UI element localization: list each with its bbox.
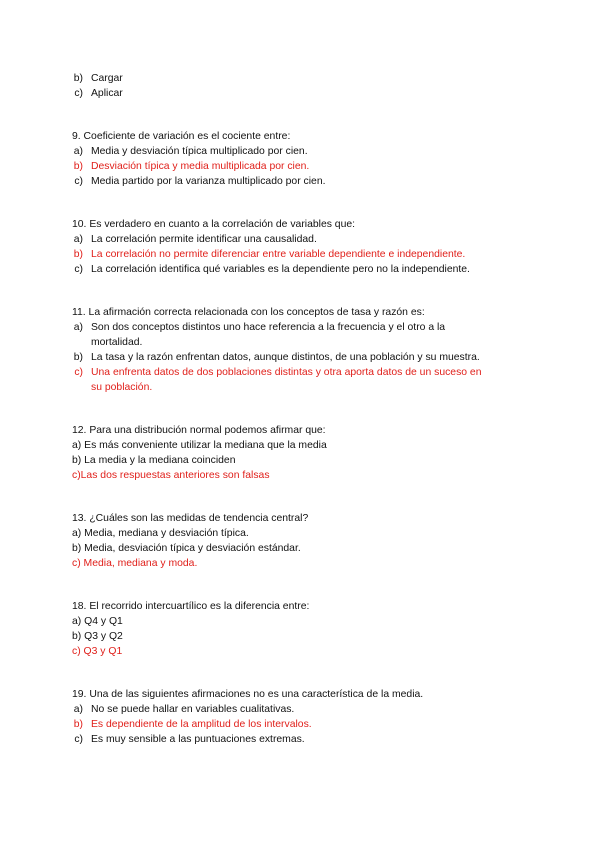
q9-option-a (65, 145, 308, 159)
option-marker: b) (72, 455, 82, 466)
option-marker: c) (74, 367, 83, 378)
option-text: Media, mediana y desviación típica. (84, 528, 249, 539)
option-text: Cargar (91, 73, 123, 84)
option-b (65, 72, 123, 86)
q18-option-c (72, 645, 122, 659)
option-marker: b) (73, 73, 83, 84)
option-marker: c) (74, 734, 83, 745)
q18-option-b (72, 630, 123, 644)
question-10-text: 10. Es verdadero en cuanto a la correlación de variables que: (72, 219, 356, 230)
q9-option-b (65, 160, 309, 174)
question-13-text: 13. ¿Cuáles son las medidas de tendencia central? (72, 513, 309, 524)
option-text: La media y la mediana coinciden (84, 455, 236, 466)
q18-option-a (72, 615, 123, 629)
q9-option-c (65, 175, 326, 189)
question-19-text: 19. Una de las siguientes afirmaciones no es una característica de la media. (72, 689, 424, 700)
option-marker: c) (72, 558, 81, 569)
option-text: La correlación no permite diferenciar entre variable dependiente e independiente. (91, 249, 466, 260)
option-text: Q3 y Q2 (84, 631, 123, 642)
option-text: Son dos conceptos distintos uno hace referencia a la frecuencia y el otro a la (91, 322, 446, 333)
option-marker: b) (73, 719, 83, 730)
q12-option-c (72, 469, 270, 483)
q11-option-a (65, 321, 445, 335)
option-text: La correlación permite identificar una causalidad. (91, 234, 317, 245)
option-text: Q3 y Q1 (83, 646, 123, 657)
q13-option-a (72, 527, 249, 541)
option-text: Aplicar (91, 88, 123, 99)
q13-option-b (72, 542, 301, 556)
question-9-text: 9. Coeficiente de variación es el cociente entre: (72, 131, 291, 142)
option-marker: a) (73, 146, 83, 157)
q19-option-c (65, 733, 305, 747)
option-marker: c) (72, 646, 81, 657)
option-text: Desviación típica y media multiplicada por cien. (91, 161, 310, 172)
option-text: Es muy sensible a las puntuaciones extremas. (91, 734, 305, 745)
q13-option-c (72, 557, 197, 571)
option-text: La correlación identifica qué variables es la dependiente pero no la independiente. (91, 264, 470, 275)
q11-option-a-continuation: mortalidad. (91, 337, 143, 348)
q10-option-a (65, 233, 317, 247)
option-marker: b) (72, 631, 82, 642)
option-text: Q4 y Q1 (84, 616, 123, 627)
option-marker: a) (73, 322, 83, 333)
option-text: Media, desviación típica y desviación estándar. (84, 543, 301, 554)
option-text: La tasa y la razón enfrentan datos, aunque distintos, de una población y su muestra. (91, 352, 480, 363)
option-text: Una enfrenta datos de dos poblaciones distintas y otra aporta datos de un suceso en (91, 367, 482, 378)
option-text: Es dependiente de la amplitud de los intervalos. (91, 719, 312, 730)
option-marker: a) (72, 528, 82, 539)
q19-option-b (65, 718, 312, 732)
option-text: Las dos respuestas anteriores son falsas (80, 470, 270, 481)
option-marker: b) (72, 543, 82, 554)
option-marker: c) (74, 264, 83, 275)
option-c (65, 87, 123, 101)
q10-option-c (65, 263, 470, 277)
option-text: Media y desviación típica multiplicado por cien. (91, 146, 308, 157)
q11-option-b (65, 351, 480, 365)
option-marker: a) (72, 616, 82, 627)
option-marker: c) (74, 176, 83, 187)
option-text: Media partido por la varianza multiplicado por cien. (91, 176, 326, 187)
option-marker: c) (72, 470, 81, 481)
question-18-text: 18. El recorrido intercuartílico es la diferencia entre: (72, 601, 310, 612)
option-marker: b) (73, 249, 83, 260)
q11-option-c (65, 366, 482, 380)
q19-option-a (65, 703, 294, 717)
q10-option-b (65, 248, 465, 262)
option-text: No se puede hallar en variables cualitativas. (91, 704, 295, 715)
option-marker: c) (74, 88, 83, 99)
q12-option-b (72, 454, 235, 468)
option-marker: b) (73, 352, 83, 363)
option-marker: a) (73, 234, 83, 245)
question-11-text: 11. La afirmación correcta relacionada con los conceptos de tasa y razón es: (72, 307, 425, 318)
option-text: Es más conveniente utilizar la mediana que la media (84, 440, 327, 451)
question-12-text: 12. Para una distribución normal podemos afirmar que: (72, 425, 326, 436)
q12-option-a (72, 439, 327, 453)
option-marker: b) (73, 161, 83, 172)
option-marker: a) (73, 704, 83, 715)
option-text: Media, mediana y moda. (83, 558, 198, 569)
q11-option-c-continuation: su población. (91, 382, 153, 393)
option-marker: a) (72, 440, 82, 451)
